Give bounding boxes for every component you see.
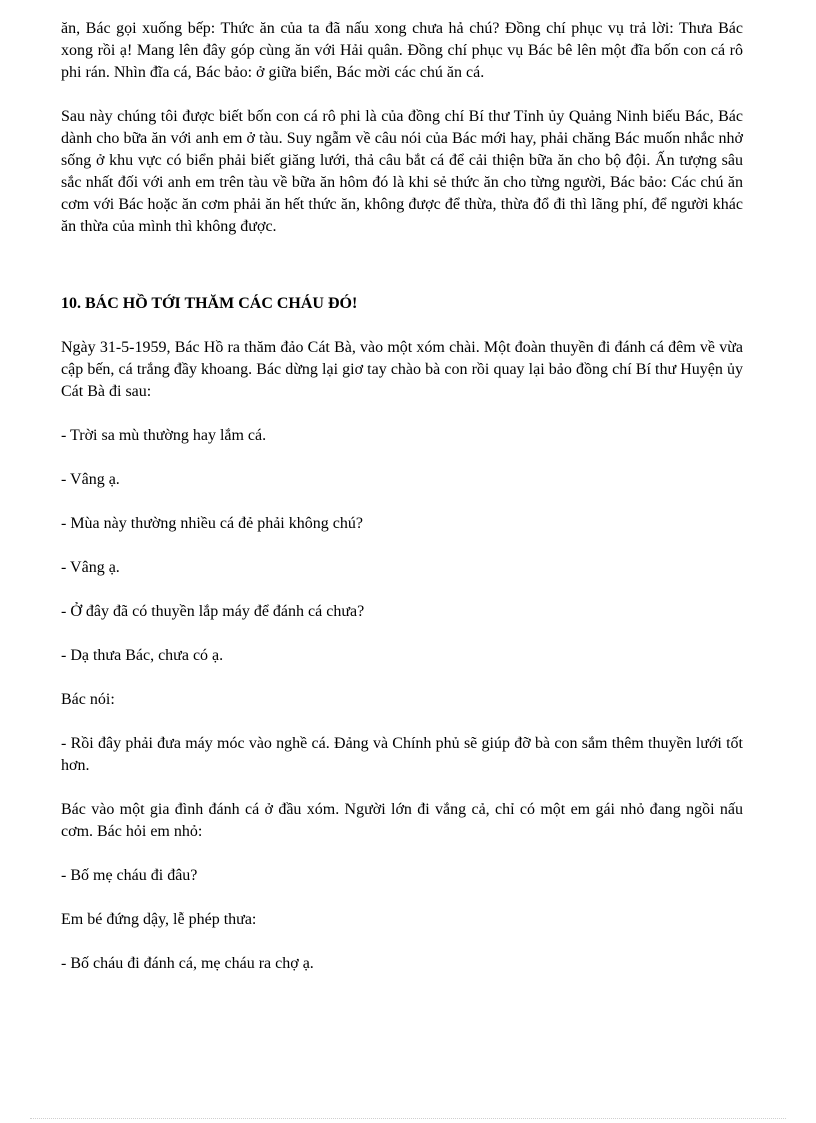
section-heading: 10. BÁC HỒ TỚI THĂM CÁC CHÁU ĐÓ! xyxy=(61,295,358,312)
paragraph-family-visit: Bác vào một gia đình đánh cá ở đầu xóm. Người lớn đi vắng cả, chỉ có một em gái nhỏ đang ngồi nấu cơm. Bác hỏi em nhỏ: xyxy=(61,801,743,840)
page-bottom-divider xyxy=(30,1118,786,1119)
paragraph-machinery: - Rồi đây phải đưa máy móc vào nghề cá. Đảng và Chính phủ sẽ giúp đỡ bà con sắm thêm thuyền lưới tốt hơn. xyxy=(61,735,743,774)
paragraph-meal-story: ăn, Bác gọi xuống bếp: Thức ăn của ta đã nấu xong chưa hả chú? Đồng chí phục vụ trả lời: Thưa Bác xong rồi ạ! Mang lên đây góp cùng ăn với Hải quân. Đồng chí phục vụ Bác bê lên một đĩa bốn con cá rô phi rán. Nhìn đĩa cá, Bác bảo: ở giữa biển, Bác mời các chú ăn cá. xyxy=(61,20,743,81)
dialogue-line: - Ở đây đã có thuyền lắp máy để đánh cá chưa? xyxy=(61,603,365,620)
dialogue-line: Bác nói: xyxy=(61,691,115,708)
dialogue-line: - Trời sa mù thường hay lắm cá. xyxy=(61,427,267,444)
dialogue-line: - Vâng ạ. xyxy=(61,471,120,488)
dialogue-line: - Dạ thưa Bác, chưa có ạ. xyxy=(61,647,224,664)
dialogue-line: Em bé đứng dậy, lễ phép thưa: xyxy=(61,911,257,928)
dialogue-line: - Bố cháu đi đánh cá, mẹ cháu ra chợ ạ. xyxy=(61,955,314,972)
paragraph-cat-ba-visit: Ngày 31-5-1959, Bác Hồ ra thăm đảo Cát Bà, vào một xóm chài. Một đoàn thuyền đi đánh cá đêm về vừa cập bến, cá trắng đầy khoang. Bác dừng lại giơ tay chào bà con rồi quay lại bảo đồng chí Bí thư Huyện ủy Cát Bà đi sau: xyxy=(61,339,743,400)
paragraph-fish-gift: Sau này chúng tôi được biết bốn con cá rô phi là của đồng chí Bí thư Tỉnh ủy Quảng Ninh biếu Bác, Bác dành cho bữa ăn với anh em ở tàu. Suy ngẫm về câu nói của Bác mới hay, phải chăng Bác muốn nhắc nhở sống ở khu vực có biển phải biết giăng lưới, thả câu bắt cá để cải thiện bữa ăn cho bộ đội. Ấn tượng sâu sắc nhất đối với anh em trên tàu về bữa ăn hôm đó là khi sẻ thức ăn cho từng người, Bác bảo: Các chú ăn cơm với Bác hoặc ăn cơm phải ăn hết thức ăn, không được để thừa, thừa đổ đi thì lãng phí, để người khác ăn thừa của mình thì không được. xyxy=(61,108,743,235)
dialogue-line: - Bố mẹ cháu đi đâu? xyxy=(61,867,198,884)
document-body xyxy=(61,18,743,975)
dialogue-line: - Mùa này thường nhiều cá đẻ phải không chú? xyxy=(61,515,363,532)
dialogue-line: - Vâng ạ. xyxy=(61,559,120,576)
